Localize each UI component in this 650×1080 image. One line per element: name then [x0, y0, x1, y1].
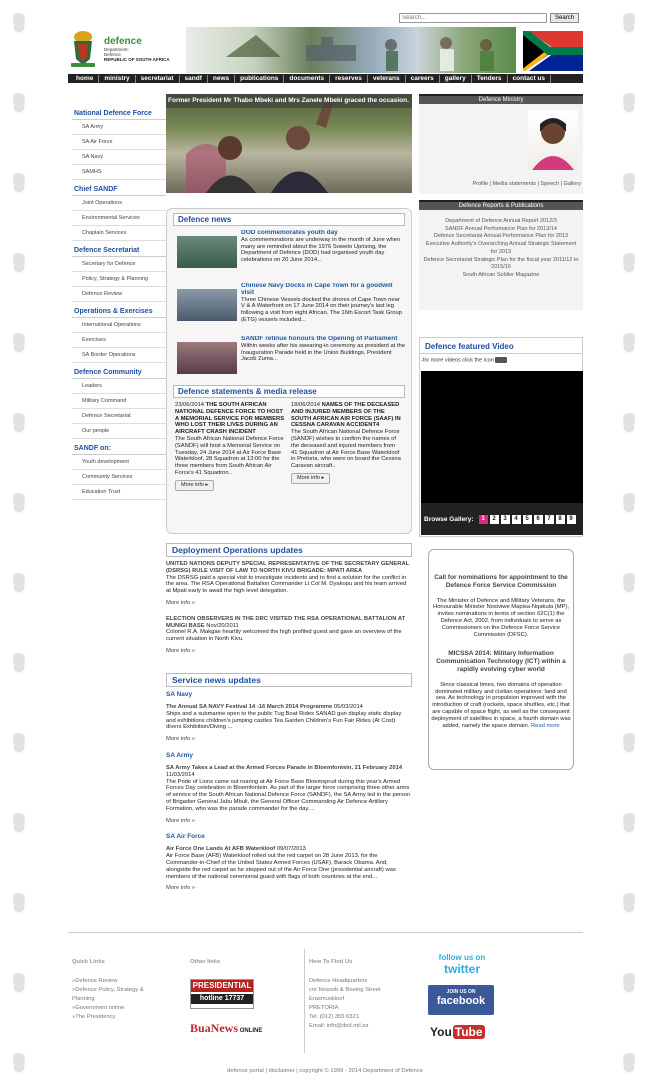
gallery-page-6[interactable]: 6 — [534, 515, 543, 524]
service-news-heading: Service news updates — [166, 673, 412, 687]
sidebar-item[interactable]: Environmental Services — [72, 211, 166, 226]
statement-body: The South African National Defence Force (SANDF) wishes to confirm the names of the deceased and injured members from 41 Squadron at Air Force Base Waterkloof in Pretoria, who were on board the Cessna Caravan aircraft.. — [291, 429, 401, 470]
site-banner — [68, 27, 583, 73]
sidebar-heading[interactable]: Chief SANDF — [72, 184, 166, 196]
sidebar-heading[interactable]: Defence Secretariat — [72, 245, 166, 257]
nav-item-ministry[interactable]: ministry — [99, 75, 135, 83]
nav-item-news[interactable]: news — [208, 75, 235, 83]
address-line: PRETORIA — [309, 1005, 339, 1011]
video-note-text: -for more videos click the icon — [421, 357, 494, 364]
twitter-badge[interactable] — [432, 953, 492, 976]
news-body: As commemorations are underway in the month of June when many are reminded about the 1976 Soweto Uprising, the Department of Defence (DOD) had organised youth day celebrations on 20 June 2014... — [241, 236, 401, 264]
background-emblem-icon — [8, 412, 30, 434]
more-info-link[interactable] — [166, 818, 412, 825]
facebook-line1: JOIN US ON — [446, 989, 476, 995]
background-emblem-icon — [618, 812, 640, 834]
background-emblem-icon — [8, 332, 30, 354]
sidebar-heading[interactable]: National Defence Force — [72, 108, 166, 120]
brand-line2: Defence — [104, 52, 121, 57]
sidebar-item[interactable]: Community Services — [72, 470, 166, 485]
news-item — [177, 283, 405, 332]
sidebar-item[interactable]: SA Border Operations — [72, 348, 166, 363]
sidebar-item[interactable]: Defence Secretariat — [72, 409, 166, 424]
report-link[interactable]: Department of Defence Annual Report 2012/3 — [445, 218, 557, 224]
sidebar-item[interactable]: Education Trust — [72, 485, 166, 500]
news-title[interactable]: Chinese Navy Docks in Cape Town for a goodwill visit — [241, 283, 393, 296]
service-news-body: Air Force Base (AFB) Waterkloof rolled out the red carpet on 28 June 2013, for the Commander-in-Chief of the United States Armed Forces (USAF), Barack Obama. And, alongside the red carpet as he stepped out of the Air Force One (presidential aircraft) was members of the national ceremonial guard with flags of both countries at the end... — [166, 853, 396, 880]
sidebar-item[interactable]: SA Army — [72, 120, 166, 135]
statement-text — [175, 402, 285, 477]
sidebar-item[interactable]: SAMHS — [72, 165, 166, 180]
news-text — [241, 283, 405, 332]
report-link[interactable]: SANDF Annual Performance Plan for 2013/14 — [445, 225, 557, 232]
nav-item-tenders[interactable]: Tenders — [472, 75, 508, 83]
chevron-right-icon: » — [190, 599, 196, 606]
deployment-section — [166, 543, 412, 664]
nav-item-documents[interactable]: documents — [284, 75, 330, 83]
quick-links — [72, 977, 162, 1022]
gallery-label: Browse Gallery: — [424, 515, 474, 523]
nav-item-reserves[interactable]: reserves — [330, 75, 368, 83]
news-title[interactable]: DOD commemorates youth day — [241, 230, 338, 236]
background-emblem-icon — [618, 972, 640, 994]
announcement-body-2-text: Since classical times, two domains of operation dominated military and civilian operations: land and sea. As technology in propulsion improved with the introduction of craft (rockets, space shuttles, etc.) that are capable of space flight, as well as the consequent deployment of satellites in space, a fourth domain was added, namely the space domain. — [431, 681, 571, 729]
service-category[interactable]: SA Air Force — [166, 833, 205, 841]
reports-box — [419, 200, 583, 310]
chevron-right-icon: ▸ — [203, 481, 209, 488]
sidebar-item[interactable]: Our people — [72, 424, 166, 439]
background-emblem-icon — [8, 652, 30, 674]
statement-item — [289, 402, 405, 491]
deployment-date: Nov/20/2011 — [206, 622, 239, 629]
ministry-heading: Defence Ministry — [419, 94, 583, 104]
deployment-body: The DSRSG paid a special visit to investigate incidents and to find a solution for the conflict in the area. The RSA Operational Battalion Commander Lt Col M. Dyakopu and his team arrived at Mpati early to await the high level delegation. — [166, 574, 407, 595]
report-link[interactable]: South African Soldier Magazine — [462, 271, 540, 278]
nav-item-home[interactable]: home — [71, 75, 99, 83]
background-emblem-icon — [8, 972, 30, 994]
footer-divider — [304, 949, 305, 1053]
background-emblem-icon — [8, 252, 30, 274]
quick-link[interactable]: »Defence Review — [72, 978, 118, 984]
announcement-title-1[interactable]: Call for nominations for appointment to the Defence Force Service Commission — [434, 574, 568, 589]
background-emblem-icon — [618, 172, 640, 194]
gallery-page-8[interactable]: 8 — [556, 515, 565, 524]
more-info-link[interactable] — [166, 648, 412, 655]
more-info-button[interactable] — [291, 473, 330, 484]
gallery-page-9[interactable]: 9 — [567, 515, 576, 524]
nav-item-contact-us[interactable]: contact us — [508, 75, 552, 83]
presidential-hotline-badge[interactable] — [190, 979, 254, 1009]
more-info-label: More info — [166, 599, 191, 606]
more-info-label: More info — [297, 474, 320, 481]
read-more-link[interactable]: Read more — [530, 722, 560, 729]
buanews-badge[interactable] — [190, 1021, 262, 1036]
news-panel — [166, 208, 412, 534]
service-news-date: 11/03/2014 — [166, 771, 195, 778]
news-thumbnail[interactable] — [177, 342, 237, 374]
service-category[interactable]: SA Army — [166, 751, 193, 759]
report-link[interactable]: Defence Secretariat Strategic Plan for the fiscal year 2011/12 to 2015/16 — [423, 256, 579, 271]
more-info-link[interactable] — [166, 736, 412, 743]
more-info-link[interactable] — [166, 885, 412, 892]
statement-body: The South African National Defence Force (SANDF) will host a Memorial Service on Tuesday, 24 June 2014 at Air Force Base Waterkloof, 28 Squadron at 13:00 for the three members from South African Air Force's 41 Squadron.. — [175, 435, 284, 476]
more-info-button[interactable] — [175, 480, 214, 491]
sidebar-item[interactable]: Military Command — [72, 394, 166, 409]
background-emblem-icon — [618, 652, 640, 674]
facebook-badge[interactable] — [428, 985, 494, 1015]
coat-of-arms-icon[interactable] — [68, 29, 98, 69]
background-emblem-icon — [618, 732, 640, 754]
statement-text — [291, 402, 401, 470]
nav-item-secretariat[interactable]: secretariat — [136, 75, 180, 83]
footer — [68, 932, 583, 1039]
sidebar-item[interactable]: Chaplain Services — [72, 226, 166, 241]
buanews-name: BuaNews — [190, 1021, 239, 1035]
browse-gallery — [421, 503, 583, 535]
gallery-page-2[interactable]: 2 — [490, 515, 499, 524]
banner-photo — [186, 27, 516, 73]
gallery-page-5[interactable]: 5 — [523, 515, 532, 524]
deployment-item — [166, 561, 412, 607]
youtube-tube: Tube — [454, 1025, 483, 1039]
background-emblem-icon — [618, 12, 640, 34]
address-line: Tel: (012) 355 6321 — [309, 1014, 359, 1020]
brand-line3: REPUBLIC OF SOUTH AFRICA — [104, 57, 170, 62]
announcement-scroll — [428, 549, 574, 770]
sidebar-item[interactable]: SA Air Force — [72, 135, 166, 150]
quick-links-heading: Quick Links — [72, 959, 105, 965]
sidebar-item[interactable]: Defence Review — [72, 287, 166, 302]
search-bar — [399, 13, 579, 23]
address-line: cnr Nossob & Boeing Street — [309, 987, 381, 993]
nav-item-publications[interactable]: publications — [235, 75, 284, 83]
sidebar-heading[interactable]: Defence Community — [72, 367, 166, 379]
ministry-links[interactable]: Profile | Media statements | Speech | Gallery — [472, 181, 581, 187]
news-title[interactable]: SANDF retinue honours the Opening of Parliament — [241, 336, 398, 342]
report-link[interactable]: Executive Authority's Overarching Annual Strategic Statement for 2013 — [425, 241, 577, 255]
video-heading: Defence featured Video — [420, 338, 582, 354]
copyright[interactable]: defence portal | disclaimer | copyright © 1999 - 2014 Department of Defence — [227, 1068, 423, 1074]
news-item — [177, 230, 405, 279]
background-emblem-icon — [8, 92, 30, 114]
statements-heading: Defence statements & media release — [173, 385, 405, 398]
news-body: Within weeks after his swearing-in ceremony as president at the Inauguration Parade held in the Union Buildings, President Jacob Zuma... — [241, 342, 405, 363]
service-news-title[interactable]: SA Army Takes a Lead at the Armed Forces Parade in Bloemfontein, 21 February 2014 — [166, 764, 403, 771]
statement-title[interactable]: NAMES OF THE DECEASED AND INJURED MEMBERS OF THE SOUTH AFRICAN AIR FORCE (SAAF) IN CESSNA CARAVAN ACCIDENT4 — [291, 402, 401, 429]
more-info-label: More info — [166, 817, 191, 824]
south-africa-flag-icon — [523, 31, 583, 71]
minister-portrait[interactable] — [528, 110, 578, 170]
more-info-link[interactable] — [166, 600, 412, 607]
sidebar-item[interactable]: Youth development — [72, 455, 166, 470]
left-sidebar — [72, 104, 166, 500]
twitter-line1: follow us on — [438, 953, 486, 962]
chevron-right-icon: » — [190, 647, 196, 654]
background-emblem-icon — [618, 332, 640, 354]
quick-link[interactable]: »Government online — [72, 1005, 125, 1011]
more-info-label: More info — [166, 736, 191, 743]
chevron-right-icon: ▸ — [319, 474, 325, 481]
background-emblem-icon — [8, 812, 30, 834]
nav-item-veterans[interactable]: veterans — [368, 75, 406, 83]
featured-video — [419, 337, 583, 537]
background-emblem-icon — [8, 12, 30, 34]
news-body: Three Chinese Vessels docked the shores of Cape Town near V & A Waterfront on 17 June 2014 on their journey's last leg following a visit from eight African. The 16th Escort Task Group (ETG) vessels included... — [241, 296, 402, 323]
nav-item-careers[interactable]: careers — [406, 75, 440, 83]
sidebar-item[interactable]: Joint Operations — [72, 196, 166, 211]
background-emblem-icon — [618, 252, 640, 274]
statement-item — [173, 402, 289, 491]
find-us-heading: How To Find Us — [309, 959, 353, 965]
find-us-address — [309, 977, 419, 1031]
sidebar-heading[interactable]: Operations & Exercises — [72, 306, 166, 318]
statement-date: 18/06/2014 — [291, 402, 321, 408]
news-thumbnail[interactable] — [177, 236, 237, 268]
address-line: Defence Headquarters — [309, 978, 368, 984]
hotline-line1: PRESIDENTIAL — [192, 981, 252, 990]
quick-link[interactable]: »Defence Policy, Strategy & Planning — [72, 987, 144, 1002]
news-thumbnail[interactable] — [177, 289, 237, 321]
search-button[interactable]: Search — [550, 13, 579, 23]
sidebar-heading[interactable]: SANDF on: — [72, 443, 166, 455]
nav-item-sandf[interactable]: sandf — [180, 75, 208, 83]
hotline-line2: hotline 17737 — [191, 994, 253, 1004]
buanews-online: ONLINE — [239, 1028, 263, 1034]
sidebar-item[interactable]: Leaders — [72, 379, 166, 394]
sidebar-item[interactable]: Secretary for Defence — [72, 257, 166, 272]
video-player[interactable] — [421, 371, 583, 503]
gallery-page-1[interactable]: 1 — [479, 515, 488, 524]
more-info-label: More info — [166, 885, 191, 892]
service-news-title[interactable]: The Annual SA NAVY Festival 14 -16 March 2014 Programme — [166, 704, 333, 710]
gallery-page-3[interactable]: 3 — [501, 515, 510, 524]
brand-name: defence — [104, 36, 142, 47]
deployment-title[interactable]: ELECTION OBSERVERS IN THE DRC VISITED THE RSA OPERATIONAL BATTALION AT MUNIGI BASE — [166, 615, 406, 629]
brand — [104, 36, 170, 62]
chevron-right-icon: » — [190, 885, 196, 892]
news-item — [177, 336, 405, 385]
more-info-label: More info — [166, 647, 191, 654]
background-emblem-icon — [618, 572, 640, 594]
sidebar-item[interactable]: International Operations — [72, 318, 166, 333]
defence-news-heading: Defence news — [173, 213, 405, 226]
background-emblem-icon — [8, 732, 30, 754]
nav-item-gallery[interactable]: gallery — [440, 75, 472, 83]
gallery-page-7[interactable]: 7 — [545, 515, 554, 524]
youtube-badge[interactable] — [430, 1025, 485, 1039]
background-emblem-icon — [618, 92, 640, 114]
hero-caption: Former President Mr Thabo Mbeki and Mrs Zanele Mbeki graced the occasion. — [166, 94, 412, 108]
address-line[interactable]: Email: info@dod.mil.za — [309, 1023, 369, 1029]
chevron-right-icon: » — [190, 736, 196, 743]
reports-heading: Defence Reports & Publications — [419, 200, 583, 210]
service-news-body: The Pride of Lions came out roaring at Air Force Base Bloemspruit during this year's Armed Forces Day celebration in Bloemfontein. As part of the larger force comprising three other arms of service of the South African National Defence Force (SANDF), the SA Army led in the person of Brigadier General Jabu Mbuli, the General Officer Commanding Air Defence Artillery Formation, who was the parade commander for the day.... — [166, 778, 411, 812]
background-emblem-icon — [8, 492, 30, 514]
service-news-item — [166, 704, 412, 743]
facebook-line2: facebook — [436, 995, 486, 1007]
announcement-body-2 — [431, 682, 571, 730]
service-news-section — [166, 673, 412, 901]
background-emblem-icon — [8, 572, 30, 594]
service-news-date: 09/07/2013 — [276, 846, 306, 853]
deployment-heading: Deployment Operations updates — [166, 543, 412, 557]
quick-link[interactable]: »The Presidency — [72, 1014, 116, 1020]
more-info-label: More info — [181, 481, 204, 488]
statement-date: 23/06/2014 — [175, 402, 205, 408]
service-news-body: Ships and a submarine open to the public Tug Boat Rides SANAD gun display static display and exhibitions children's jumping castles Tea Garden Children's Fun Fair Rides (At Cost) divers Exhibition/Diving ... — [166, 710, 402, 731]
video-note — [420, 354, 582, 366]
brand-line1: Department: — [104, 47, 129, 52]
youtube-you: You — [430, 1025, 452, 1039]
service-news-date: 05/03/2014 — [333, 704, 363, 710]
background-emblem-icon — [8, 172, 30, 194]
address-line: Erasmuskloof — [309, 996, 345, 1002]
report-link[interactable]: Defence Secretariat Annual Performance Plan for 2013 — [433, 233, 569, 240]
sidebar-item[interactable]: Exercises — [72, 333, 166, 348]
deployment-item — [166, 616, 412, 655]
news-text — [241, 336, 405, 385]
sidebar-item[interactable]: SA Navy — [72, 150, 166, 165]
main-nav — [68, 74, 583, 83]
ministry-box — [419, 94, 583, 194]
video-camera-icon[interactable] — [495, 357, 507, 363]
service-category[interactable]: SA Navy — [166, 691, 193, 698]
background-emblem-icon — [618, 412, 640, 434]
deployment-body: Colonel R.A. Makgae heartily welcomed the high profiled guest and gave an overview of the current situation in North Kivu. — [166, 629, 402, 643]
announcement-title-2[interactable]: MICSSA 2014: Military Information Communication Technology (ICT) within a rapidly evolving cyber world — [436, 650, 566, 673]
other-links-heading: Other links — [190, 959, 221, 965]
deployment-title[interactable]: UNITED NATIONS DEPUTY SPECIAL REPRESENTATIVE OF THE SECRETARY GENERAL (DSRSG) RULE VISIT OF LAW TO NORTH KIVU BRIGADE: MPATI AREA — [166, 561, 410, 574]
service-news-item — [166, 846, 412, 892]
sidebar-item[interactable]: Policy, Strategy & Planning — [72, 272, 166, 287]
service-news-title[interactable]: Air Force One Lands At AFB Waterkloof — [166, 846, 276, 853]
background-emblem-icon — [618, 892, 640, 914]
announcement-body-1: The Minister of Defence and Military Veterans, the Honourable Minister Nosiviwe Mapisa-Nqakula (MP), invites nominations in terms of section 62C(1) the Defence Act, 2002, from individuals to serve as Commissioners on the Defence Force Service Commission (DFSC). — [433, 597, 569, 638]
hero-image[interactable] — [166, 94, 412, 193]
gallery-page-4[interactable]: 4 — [512, 515, 521, 524]
service-news-item — [166, 765, 412, 824]
search-input[interactable] — [399, 13, 547, 23]
news-text — [241, 230, 405, 279]
chevron-right-icon: » — [190, 817, 196, 824]
statement-title[interactable]: THE SOUTH AFRICAN NATIONAL DEFENCE FORCE TO HOST A MEMORIAL SERVICE FOR MEMBERS WHO LOST THEIR LIVES DURING AN AIRCRAFT CRASH INCIDENT — [175, 402, 285, 436]
background-emblem-icon — [8, 892, 30, 914]
twitter-line2: twitter — [444, 962, 480, 976]
background-emblem-icon — [618, 492, 640, 514]
